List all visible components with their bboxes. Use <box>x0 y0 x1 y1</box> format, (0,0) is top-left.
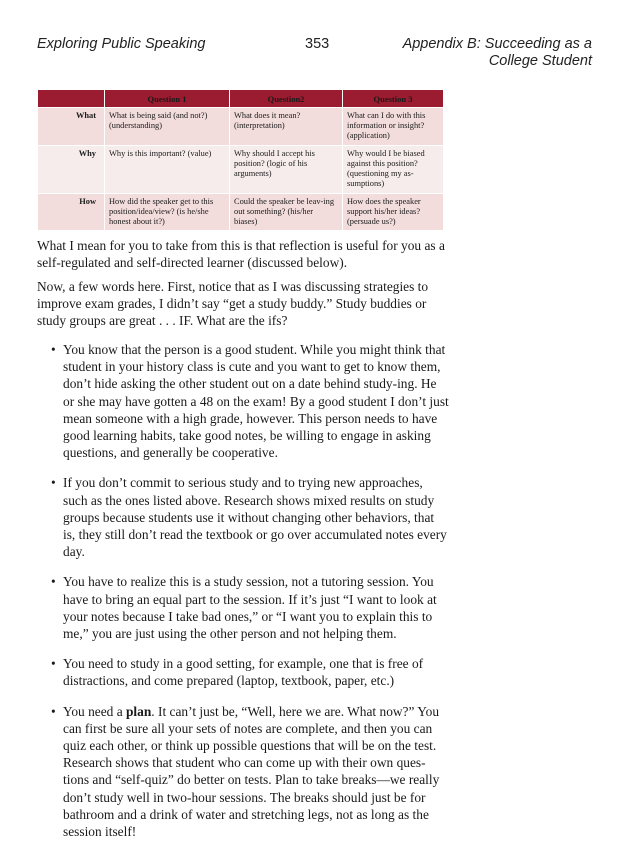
list-item <box>37 573 449 642</box>
list-item-text: You need to study in a good setting, for example, one that is free of distractions, and come prepared (laptop, textbook, paper, etc.) <box>63 656 424 689</box>
list-item-text: If you don’t commit to serious study and to trying new approaches, such as the ones listed above. Research shows mixed results on study groups because students use it without changing other behaviors, that is, they still don’t read the textbook or go over accumulated notes every day. <box>63 475 447 560</box>
text-run: . It can’t just be, “Well, here we are. What now?” You can first be sure all your sets of notes are complete, and then you can quiz each other, or think up possible questions that will be on the test. Research shows that student who can come up with their own ques-tions and “self-quiz” do better on tests. Plan to take breaks—we really don’t study well in two-hour sessions. The breaks should just be for bathroom and a drink of water and stretching legs, not as long as the session itself! <box>63 703 440 840</box>
book-title: Exploring Public Speaking <box>37 36 206 52</box>
table-cell: What can I do with this information or insight? (application) <box>343 108 444 146</box>
table-cell: What is being said (and not?) (understanding) <box>105 108 230 146</box>
list-item-text: You know that the person is a good student. While you might think that student in your history class is cute and you want to get to know them, don’t hide asking the other student out on a date behind study-ing. He or she may have gotten a 48 on the exam! By a good student I don’t just mean someone with a high grade, however. This person needs to have good learning habits, take good notes, be willing to engage in asking questions, and generally be cooperative. <box>63 342 449 461</box>
paragraph-study-buddies: Now, a few words here. First, notice that as I was discussing strategies to improve exam grades, I didn’t say “get a study buddy.” Study buddies or study groups are great . . . IF. What are the ifs? <box>37 279 429 328</box>
page-number: 353 <box>305 36 330 52</box>
list-item <box>37 474 449 560</box>
row-label: How <box>38 194 105 231</box>
column-header: Question2 <box>230 90 343 108</box>
questions-table <box>37 89 444 231</box>
bullet-glyph: • <box>51 703 56 719</box>
table-row <box>38 146 444 194</box>
list-item <box>37 703 449 841</box>
table-row <box>38 108 444 146</box>
table-cell: Could the speaker be leav-ing out something? (his/her biases) <box>230 194 343 231</box>
table-cell: Why should I accept his position? (logic of his arguments) <box>230 146 343 194</box>
emphasis-plan: plan <box>125 703 152 719</box>
column-header: Question 3 <box>343 90 444 108</box>
appendix-title-line1: Appendix B: Succeeding as a <box>402 36 592 52</box>
column-header: Question 1 <box>105 90 230 108</box>
row-label: Why <box>38 146 105 194</box>
appendix-title <box>392 36 592 70</box>
bullet-glyph: • <box>51 475 56 491</box>
table-cell: How did the speaker get to this position/idea/view? (is he/she honest about it?) <box>105 194 230 231</box>
list-item <box>37 655 449 689</box>
table-cell: What does it mean? (interpretation) <box>230 108 343 146</box>
row-label: What <box>38 108 105 146</box>
table-cell: Why would I be biased against this position? (questioning my as-sumptions) <box>343 146 444 194</box>
paragraph-reflection: What I mean for you to take from this is that reflection is useful for you as a self-regulated and self-directed learner (discussed below). <box>37 238 445 270</box>
appendix-title-line2: College Student <box>488 53 592 69</box>
table-header-row <box>38 90 444 108</box>
list-item-text: You have to realize this is a study session, not a tutoring session. You have to bring an equal part to the session. If it’s just “I want to look at your notes because I take bad ones,” or “I want you to explain this to me,” you are just using the other person and not helping them. <box>63 574 437 642</box>
list-item <box>37 341 449 461</box>
table-cell: Why is this important? (value) <box>105 146 230 194</box>
table-row <box>38 194 444 231</box>
bullet-glyph: • <box>51 342 56 357</box>
study-group-conditions-list <box>37 341 449 853</box>
list-item-text <box>63 704 439 839</box>
table-cell: How does the speaker support his/her ideas? (persuade us?) <box>343 194 444 231</box>
bullet-glyph: • <box>51 574 56 590</box>
bullet-glyph: • <box>51 656 56 672</box>
text-run: You need a <box>63 703 126 719</box>
table-corner <box>38 90 105 108</box>
